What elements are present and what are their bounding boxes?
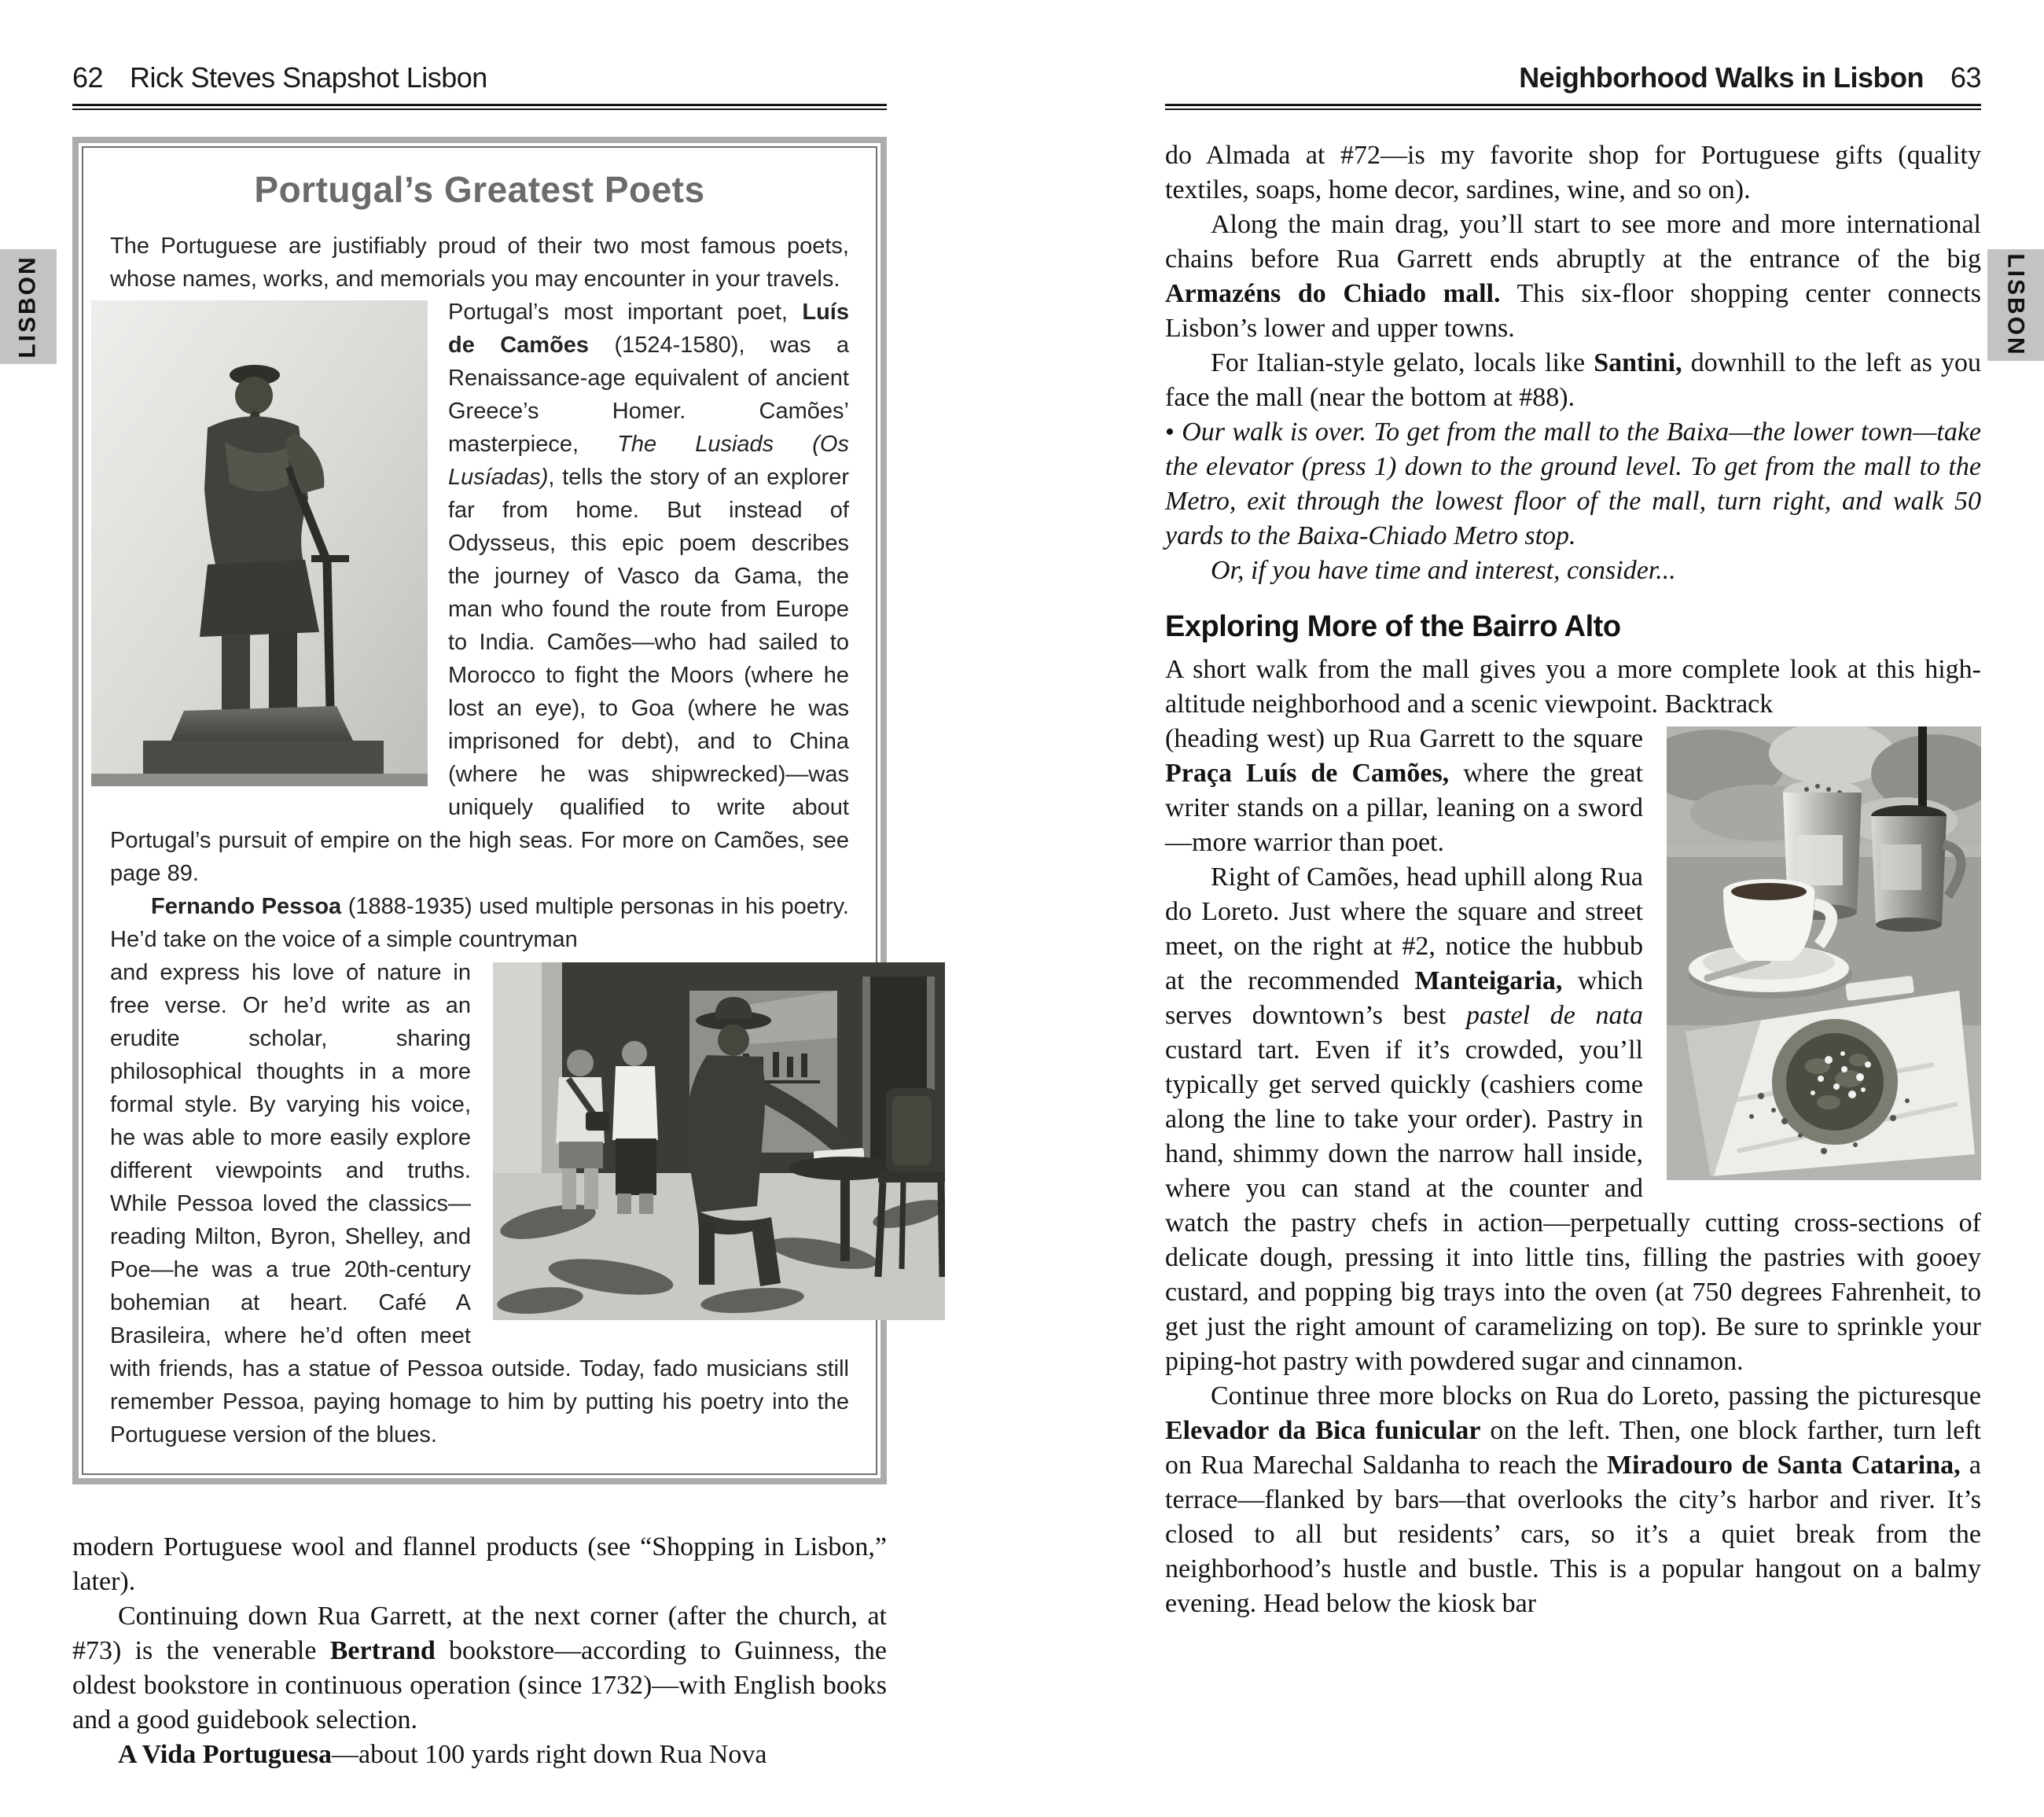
body-paragraph-text: (heading west) up Rua Garrett to the square Praça Luís de Camões, where the great writer stands on a pillar, leaning on a sword—more warrior than poet. [1165, 724, 1643, 857]
sidebar-pessoa-continued [110, 956, 849, 1451]
walk-direction-note: Or, if you have time and interest, consider... [1211, 556, 1676, 585]
bullet-marker: • [1165, 417, 1175, 447]
body-paragraph: A short walk from the mall gives you a more complete look at this high-altitude neighborhood and a scenic viewpoint. Backtrack [1165, 655, 1981, 719]
page-number: 63 [1950, 61, 1981, 94]
left-body-text [72, 1530, 887, 1772]
sidebar-pessoa-text: and express his love of nature in free verse. Or he’d write as an erudite scholar, sharing philosophical thoughts in a more formal style. By varying his voice, he was able to more easily explore different viewpoints and truths. While Pessoa loved the classics—reading Milton, Byron, Shelley, and Poe—he was a true 20th-century bohemian at heart. Café A Brasileira, where he’d often meet with friends, has a statue of Pessoa outside. Today, fado musicians still remember Pessoa, paying homage to him by putting his poetry into the Portuguese version of the blues. [110, 960, 849, 1447]
body-paragraph: A Vida Portuguesa—about 100 yards right down Rua Nova [118, 1740, 767, 1769]
body-paragraph-with-photo [1165, 722, 1981, 860]
body-paragraph: Right of Camões, head uphill along Rua do Loreto. Just where the square and street meet, on the right at #2, notice the hubbub at the recommended Manteigaria, which serves downtown’s best pastel de nata custard tart. Even if it’s crowded, you’ll typically get served quickly (cashiers come along the line to take your order). Pastry in hand, shimmy down the narrow hall inside, where you can stand at the counter and watch the pastry chefs in action—perpetually cutting cross-sections of delicate dough, pressing it into little tins, filling the pastries with gooey custard, and popping big trays into the oven (at 750 degrees Fahrenheit, to get just the right amount of caramelizing on top). Be sure to sprinkle your piping-hot pastry with powdered sugar and cinnamon. [1165, 863, 1981, 1376]
body-paragraph: For Italian-style gelato, locals like Santini, downhill to the left as you face the mall (near the bottom at #88). [1165, 348, 1981, 412]
page-right [1165, 61, 1981, 1621]
sidebar-pessoa-paragraph: Fernando Pessoa (1888-1935) used multiple personas in his poetry. He’d take on the voice of a simple countryman [110, 894, 849, 952]
page-number: 62 [72, 61, 104, 94]
body-paragraph: Along the main drag, you’ll start to see more and more international chains before Rua Garrett ends abruptly at the entrance of the big Armazéns do Chiado mall. This six-floor shopping center connects Lisbon’s lower and upper towns. [1165, 210, 1981, 343]
sidebar-box-inner [82, 146, 877, 1475]
walk-direction-note [1165, 415, 1981, 554]
header-rule [72, 104, 887, 110]
body-paragraph: do Almada at #72—is my favorite shop for Portuguese gifts (quality textiles, soaps, home decor, sardines, wine, and so on). [1165, 141, 1981, 204]
lisbon-tab-right [1987, 249, 2044, 361]
body-paragraph: modern Portuguese wool and flannel products (see “Shopping in Lisbon,” later). [72, 1532, 887, 1596]
page-header-right [1165, 61, 1981, 104]
right-body-text [1165, 138, 1981, 1621]
sidebar-box [72, 137, 887, 1484]
espresso-pastel-photo [1667, 726, 1981, 1180]
walk-direction-text: Our walk is over. To get from the mall to the Baixa—the lower town—take the elevator (press 1) down to the ground level. To get from the mall to the Metro, exit through the lowest floor of the mall, turn right, and walk 50 yards to the Baixa-Chiado Metro stop. [1165, 417, 1982, 550]
sidebar-title: Portugal’s Greatest Poets [254, 169, 705, 210]
camoes-statue-photo [91, 300, 428, 786]
sidebar-camoes-text: Portugal’s most important poet, Luís de Camões (1524-1580), was a Renaissance-age equivalent of ancient Greece’s Homer. Camões’ masterpiece, The Lusiads (Os Lusíadas), tells the story of an explorer far from home. But instead of Odysseus, this epic poem describes the journey of Vasco da Gama, the man who found the route from Europe to India. Camões—who had sailed to Morocco to fight the Moors (where he lost an eye), to Goa (where he was imprisoned for debt), and to China (where he was shipwrecked)—was uniquely qualified to write about Portugal’s pursuit of empire on the high seas. For more on Camões, see page 89. [110, 300, 849, 886]
sidebar-camoes-paragraph [110, 296, 849, 890]
chapter-title: Neighborhood Walks in Lisbon [1519, 61, 1924, 94]
page-left [72, 61, 887, 1772]
lisbon-tab-label: LISBON [2003, 253, 2029, 357]
pessoa-statue-photo [493, 962, 945, 1320]
body-paragraph: Continue three more blocks on Rua do Loreto, passing the picturesque Elevador da Bica funicular on the left. Then, one block farther, turn left on Rua Marechal Saldanha to reach the Miradouro de Santa Catarina, a terrace—flanked by bars—that overlooks the city’s harbor and river. It’s closed to all but residents’ cars, so it’s a quiet break from the neighborhood’s hustle and bustle. This is a popular hangout on a balmy evening. Head below the kiosk bar [1165, 1381, 1982, 1618]
lisbon-tab-label: LISBON [15, 255, 41, 359]
page-header-left [72, 61, 887, 104]
body-paragraph: Continuing down Rua Garrett, at the next corner (after the church, at #73) is the venerable Bertrand bookstore—according to Guinness, the oldest bookstore in continuous operation (since 1732)—with English books and a good guidebook selection. [72, 1602, 887, 1734]
sidebar-intro: The Portuguese are justifiably proud of their two most famous poets, whose names, works, and memorials you may encounter in your travels. [110, 234, 849, 292]
lisbon-tab-left [0, 249, 57, 364]
section-heading: Exploring More of the Bairro Alto [1165, 610, 1621, 643]
header-rule [1165, 104, 1981, 110]
book-title: Rick Steves Snapshot Lisbon [130, 61, 487, 94]
